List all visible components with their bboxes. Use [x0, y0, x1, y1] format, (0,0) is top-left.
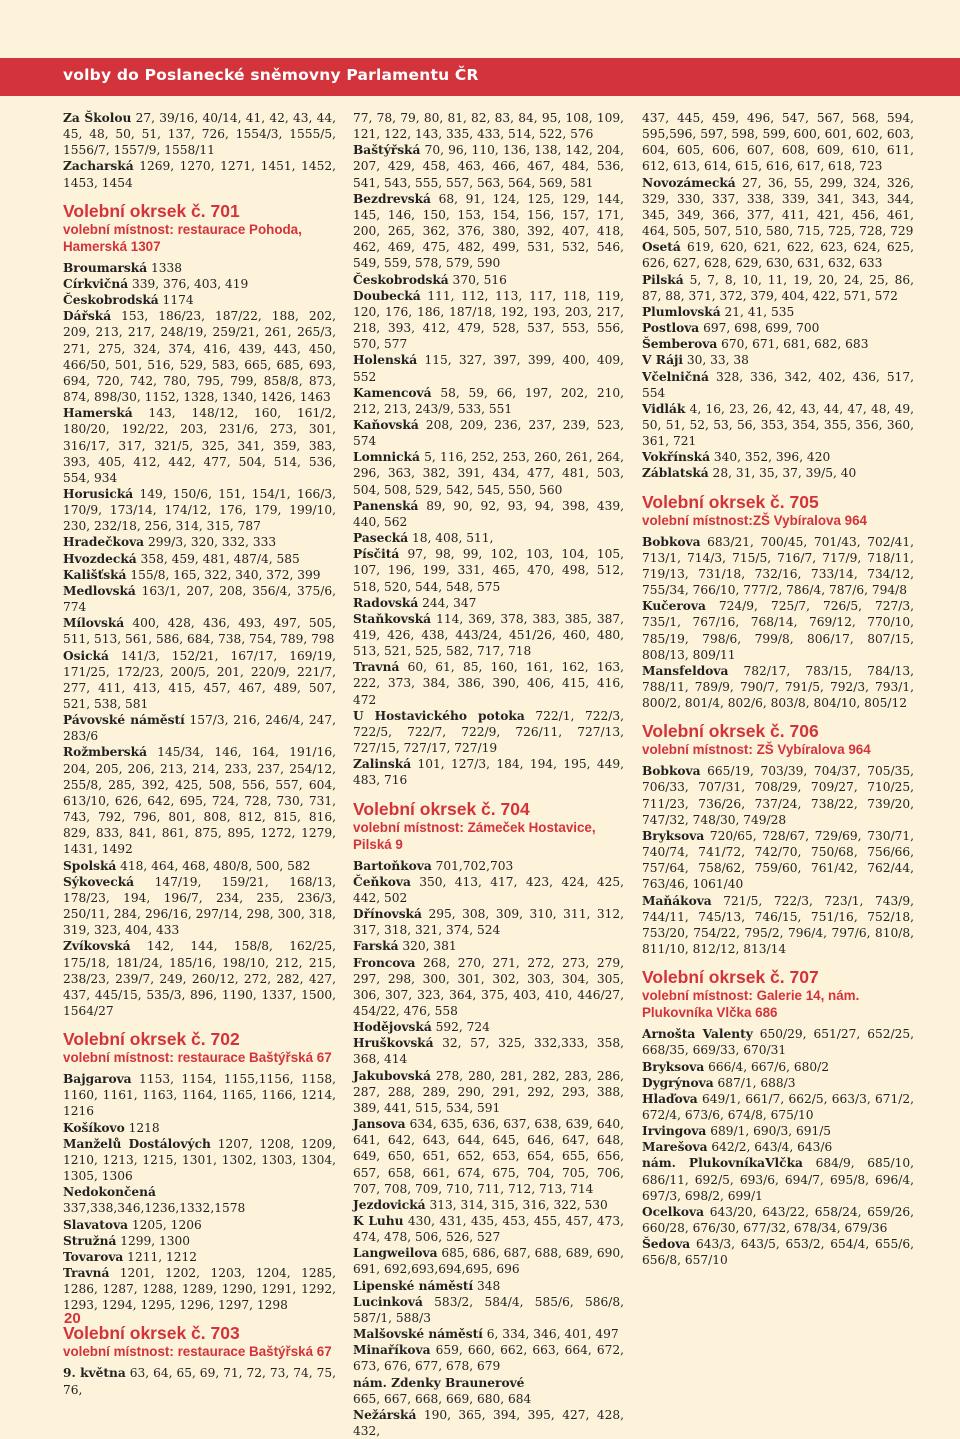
street-name: Vokřínská [642, 450, 711, 465]
house-numbers: 155/8, 165, 322, 340, 372, 399 [126, 567, 321, 582]
street-entry [642, 1059, 914, 1075]
house-numbers: 142, 144, 158/8, 162/25, 175/18, 181/24, 185/16, 198/10, 212, 215, 238/23, 239/7, 249, 260/12, 272, 282, 427, 437, 445/15, 535/3, 896, 1190, 1337, 1500, 1564/27 [63, 939, 336, 1018]
house-numbers: 97, 98, 99, 102, 103, 104, 105, 107, 196, 199, 331, 465, 470, 498, 512, 518, 520, 544, 548, 575 [353, 547, 624, 594]
street-name: Broumarská [63, 260, 148, 275]
house-numbers: 649/1, 661/7, 662/5, 663/3, 671/2, 672/4, 673/6, 674/8, 675/10 [642, 1091, 914, 1122]
street-entry [642, 1123, 914, 1139]
page-number: 20 [64, 1310, 81, 1327]
street-name: Zvíkovská [63, 939, 131, 954]
street-entry [63, 110, 336, 158]
street-entry [353, 352, 624, 384]
text-column-1 [63, 110, 336, 1398]
district-title: Volební okrsek č. 705 [642, 491, 819, 512]
street-name: Stružná [63, 1233, 117, 1248]
polling-venue: volební místnost: Galerie 14, nám. Plukovníka Vlčka 686 [642, 988, 860, 1021]
street-name: Jansova [353, 1117, 406, 1132]
text-column-3 [642, 110, 914, 1269]
street-entry [642, 1075, 914, 1091]
street-name: Holenská [353, 353, 418, 368]
street-entry [353, 595, 624, 611]
street-name: Včelničná [642, 369, 709, 384]
street-name: Horusická [63, 486, 134, 501]
street-name: Langweilova [353, 1246, 438, 1261]
district-title: Volební okrsek č. 706 [642, 721, 819, 742]
street-entry [642, 336, 914, 352]
street-entry [63, 615, 336, 647]
street-entry [353, 1326, 624, 1342]
street-entry [642, 239, 914, 271]
street-name: K Luhu [353, 1214, 404, 1228]
street-entry [63, 858, 336, 874]
street-name: Hodějovská [353, 1020, 432, 1035]
street-entry [63, 1265, 336, 1313]
street-entry [642, 828, 914, 893]
street-entry [642, 272, 914, 304]
street-name: Kamencová [353, 385, 432, 400]
house-numbers: 634, 635, 636, 637, 638, 639, 640, 641, 642, 643, 644, 645, 646, 647, 648, 649, 650, 651, 652, 653, 654, 655, 656, 657, 658, 661, 674, 675, 704, 705, 706, 707, 708, 709, 710, 711, 712, 713, 714 [353, 1117, 624, 1196]
house-numbers: 430, 431, 435, 453, 455, 457, 473, 474, 478, 506, 526, 527 [353, 1214, 624, 1245]
street-name: nám. PlukovníkaVlčka [642, 1156, 803, 1171]
house-numbers: 1174 [158, 293, 194, 308]
street-name: Plumlovská [642, 304, 721, 319]
polling-venue: volební místnost: restaurace Baštýřská 67 [63, 1344, 332, 1360]
street-name: U Hostavického potoka [353, 708, 525, 723]
street-entry [353, 756, 624, 788]
house-numbers: 650/29, 651/27, 652/25, 668/35, 669/33, 670/31 [642, 1027, 914, 1058]
street-name: Čeňkova [353, 874, 411, 889]
house-numbers: 1338 [147, 260, 183, 275]
street-name: Pilská [642, 272, 684, 287]
street-entry [63, 712, 336, 744]
street-name: Vidlák [642, 401, 686, 416]
street-name: Zacharská [63, 159, 134, 174]
street-entry [353, 858, 624, 874]
house-numbers: 157/3, 216, 246/4, 247, 283/6 [63, 713, 336, 744]
street-name: Českobrodská [63, 293, 159, 308]
street-entry [353, 272, 624, 288]
street-name: Církvičná [63, 276, 129, 291]
house-numbers: 659, 660, 662, 663, 664, 672, 673, 676, 677, 678, 679 [353, 1343, 624, 1374]
street-entry [63, 276, 336, 292]
house-numbers: 721/5, 722/3, 723/1, 743/9, 744/11, 745/13, 746/15, 751/16, 752/18, 753/20, 754/22, 795/2, 796/4, 797/6, 810/8, 811/10, 812/12, 813/14 [642, 893, 914, 957]
house-numbers: 337,338,346,1236,1332,1578 [63, 1201, 246, 1216]
house-numbers: 89, 90, 92, 93, 94, 398, 439, 440, 562 [353, 498, 624, 529]
street-entry [353, 498, 624, 530]
street-entry [63, 1136, 336, 1184]
house-numbers: 141/3, 152/21, 167/17, 169/19, 171/25, 172/23, 200/5, 201, 220/9, 221/7, 277, 411, 413, 415, 457, 467, 489, 507, 521, 538, 581 [63, 648, 336, 711]
street-entry [642, 401, 914, 449]
street-name: Hlaďova [642, 1091, 698, 1106]
street-entry [63, 308, 336, 405]
street-name: Ocelkova [642, 1204, 704, 1219]
house-numbers: 244, 347 [418, 595, 477, 610]
house-numbers: 115, 327, 397, 399, 400, 409, 552 [353, 353, 624, 384]
street-name: Osetá [642, 240, 681, 255]
street-name: Osická [63, 648, 109, 663]
house-numbers: 32, 57, 325, 332,333, 358, 368, 414 [353, 1036, 624, 1067]
street-name: Farská [353, 939, 399, 954]
house-numbers: 1211, 1212 [123, 1249, 197, 1264]
house-numbers: 149, 150/6, 151, 154/1, 166/3, 170/9, 173/14, 174/12, 176, 179, 199/10, 230, 232/18, 256, 314, 315, 787 [63, 486, 336, 534]
house-numbers: 278, 280, 281, 282, 283, 286, 287, 288, 289, 290, 291, 292, 293, 388, 389, 441, 515, 534, 591 [353, 1068, 624, 1115]
street-entry [353, 385, 624, 417]
house-numbers: 147/19, 159/21, 168/13, 178/23, 194, 196/7, 234, 235, 236/3, 250/11, 284, 296/16, 297/14, 298, 300, 318, 319, 323, 404, 433 [63, 874, 336, 938]
street-name: Košíkovo [63, 1120, 125, 1135]
house-numbers: 313, 314, 315, 316, 322, 530 [425, 1197, 608, 1212]
street-entry [353, 142, 624, 190]
street-name: Staňkovská [353, 611, 432, 626]
street-name: Bryksova [642, 828, 705, 843]
street-name: Marešova [642, 1140, 708, 1155]
polling-venue: volební místnost: restaurace Baštýřská 67 [63, 1050, 332, 1066]
house-numbers: 720/65, 728/67, 729/69, 730/71, 740/74, 741/72, 742/70, 750/68, 756/66, 757/64, 758/62, 759/60, 761/42, 762/44, 763/46, 1061/40 [642, 828, 914, 892]
house-numbers: 684/9, 685/10, 686/11, 692/5, 693/6, 694/7, 695/8, 696/4, 697/3, 698/2, 699/1 [642, 1156, 914, 1203]
street-entry [642, 1026, 914, 1058]
house-numbers: 1218 [124, 1120, 160, 1135]
street-name: Manželů Dostálových [63, 1136, 211, 1151]
street-entry [642, 893, 914, 958]
house-numbers: 5, 116, 252, 253, 260, 261, 264, 296, 363, 382, 391, 434, 477, 481, 503, 504, 508, 529, 542, 545, 550, 560 [353, 450, 624, 497]
house-numbers: 208, 209, 236, 237, 239, 523, 574 [353, 417, 624, 449]
house-numbers: 268, 270, 271, 272, 273, 279, 297, 298, 300, 301, 302, 303, 304, 305, 306, 307, 323, 364, 375, 403, 410, 446/27, 454/22, 476, 558 [353, 955, 624, 1018]
street-entry [353, 1116, 624, 1197]
house-numbers: 18, 408, 511, [408, 531, 494, 546]
house-numbers: 1201, 1202, 1203, 1204, 1285, 1286, 1287, 1288, 1289, 1290, 1291, 1292, 1293, 1294, 1295, 1296, 1297, 1298 [63, 1266, 336, 1313]
house-numbers: 687/1, 688/3 [713, 1075, 796, 1090]
street-name: Bezdrevská [353, 191, 431, 206]
street-name: Pávovské náměstí [63, 713, 185, 728]
district-title: Volební okrsek č. 702 [63, 1029, 240, 1050]
street-entry [642, 534, 914, 599]
street-entry [353, 1342, 624, 1374]
house-numbers: 145/34, 146, 164, 191/16, 204, 205, 206, 213, 214, 233, 237, 254/12, 255/8, 285, 392, 425, 508, 556, 557, 604, 613/10, 626, 642, 695, 724, 728, 730, 731, 743, 792, 796, 801, 808, 812, 815, 816, 829, 833, 841, 861, 875, 895, 1272, 1279, 1431, 1492 [63, 745, 336, 857]
street-entry [642, 449, 914, 465]
house-numbers: 670, 671, 681, 682, 683 [717, 337, 869, 352]
street-entry [63, 486, 336, 534]
house-numbers: 77, 78, 79, 80, 81, 82, 83, 84, 95, 108, 109, 121, 122, 143, 335, 433, 514, 522, 576 [353, 111, 624, 142]
street-entry [353, 546, 624, 594]
street-entry [353, 659, 624, 707]
house-numbers: 5, 7, 8, 10, 11, 19, 20, 24, 25, 86, 87, 88, 371, 372, 379, 404, 422, 571, 572 [642, 272, 914, 303]
house-numbers: 722/1, 722/3, 722/5, 722/7, 722/9, 726/11, 727/13, 727/15, 727/17, 727/19 [353, 708, 624, 756]
street-name: Českobrodská [353, 272, 449, 287]
house-numbers: 1205, 1206 [128, 1217, 202, 1232]
street-entry [63, 583, 336, 615]
street-entry [63, 534, 336, 550]
street-name: Šemberova [642, 337, 718, 352]
house-numbers: 6, 334, 346, 401, 497 [482, 1327, 619, 1342]
street-entry [353, 530, 624, 546]
street-name: Travná [353, 660, 400, 675]
street-entry [63, 1249, 336, 1265]
street-name: Záblatská [642, 466, 709, 481]
house-numbers: 643/20, 643/22, 658/24, 659/26, 660/28, 676/30, 677/32, 678/34, 679/36 [642, 1204, 914, 1236]
street-name: Písčitá [353, 547, 400, 562]
house-numbers: 320, 381 [398, 939, 457, 954]
street-name: Travná [63, 1266, 110, 1280]
street-name: nám. Zdenky Braunerové [353, 1375, 525, 1390]
street-entry [353, 1019, 624, 1035]
street-name: Irvingova [642, 1124, 707, 1139]
house-numbers: 299/3, 320, 332, 333 [144, 535, 277, 550]
street-entry [353, 1068, 624, 1116]
street-entry [63, 292, 336, 308]
street-entry [353, 938, 624, 954]
street-entry [353, 906, 624, 938]
house-numbers: 328, 336, 342, 402, 436, 517, 554 [642, 369, 914, 400]
street-name: Šedova [642, 1237, 691, 1252]
street-entry [63, 1184, 336, 1216]
house-numbers: 70, 96, 110, 136, 138, 142, 204, 207, 429, 458, 463, 466, 467, 484, 536, 541, 543, 555, 557, 563, 564, 569, 581 [353, 143, 624, 190]
street-entry [353, 191, 624, 272]
street-name: Mansfeldova [642, 663, 729, 678]
street-name: Mílovská [63, 616, 125, 631]
street-name: Tovarova [63, 1249, 124, 1264]
street-entry [642, 369, 914, 401]
street-name: Dygrýnova [642, 1075, 714, 1090]
house-numbers: 68, 91, 124, 125, 129, 144, 145, 146, 150, 153, 154, 156, 157, 171, 200, 265, 362, 376, 380, 392, 407, 418, 462, 469, 475, 482, 499, 531, 532, 546, 549, 559, 578, 579, 590 [353, 191, 624, 271]
street-entry [353, 1245, 624, 1277]
text-column-2 [353, 110, 624, 1439]
house-numbers: 143, 148/12, 160, 161/2, 180/20, 192/22, 203, 231/6, 273, 301, 316/17, 317, 321/5, 325, 341, 359, 383, 393, 405, 412, 442, 477, 504, 514, 536, 554, 934 [63, 406, 336, 485]
street-name: Hvozdecká [63, 551, 137, 566]
street-entry [642, 304, 914, 320]
street-entry [642, 663, 914, 711]
street-entry [353, 110, 624, 142]
street-entry [642, 320, 914, 336]
polling-venue: volební místnost:ZŠ Vybíralova 964 [642, 512, 867, 528]
house-numbers: 358, 459, 481, 487/4, 585 [136, 551, 300, 566]
house-numbers: 666/4, 667/6, 680/2 [704, 1059, 829, 1074]
house-numbers: 27, 36, 55, 299, 324, 326, 329, 330, 337, 338, 339, 341, 343, 344, 345, 349, 366, 377, 411, 421, 456, 461, 464, 505, 507, 510, 580, 715, 725, 728, 729 [642, 175, 914, 239]
house-numbers: 1299, 1300 [116, 1233, 191, 1248]
house-numbers: 619, 620, 621, 622, 623, 624, 625, 626, 627, 628, 629, 630, 631, 632, 633 [642, 240, 914, 271]
street-entry [642, 1155, 914, 1203]
street-name: Hradečkova [63, 535, 145, 550]
street-entry [63, 938, 336, 1019]
street-entry [63, 1217, 336, 1233]
street-entry [63, 567, 336, 583]
street-name: Rožmberská [63, 745, 147, 760]
house-numbers: 701,702,703 [431, 858, 514, 873]
street-name: Bajgarova [63, 1072, 132, 1087]
street-name: 9. května [63, 1366, 126, 1381]
district-title: Volební okrsek č. 703 [63, 1323, 240, 1344]
house-numbers: 163/1, 207, 208, 356/4, 375/6, 774 [63, 583, 336, 615]
street-name: Froncova [353, 955, 416, 970]
house-numbers: 28, 31, 35, 37, 39/5, 40 [708, 466, 857, 481]
polling-venue: volební místnost: Zámeček Hostavice, Pilská 9 [353, 819, 596, 852]
street-name: Bobkova [642, 534, 701, 549]
house-numbers: 114, 369, 378, 383, 385, 387, 419, 426, 438, 443/24, 451/26, 460, 480, 513, 521, 525, 582, 717, 718 [353, 611, 624, 659]
street-entry [642, 763, 914, 828]
street-name: Radovská [353, 595, 419, 610]
street-entry [353, 1407, 624, 1439]
street-name: Minaříkova [353, 1343, 431, 1358]
house-numbers: 339, 376, 403, 419 [128, 276, 249, 291]
street-name: Bartoňkova [353, 858, 432, 873]
house-numbers: 101, 127/3, 184, 194, 195, 449, 483, 716 [353, 757, 624, 788]
street-entry [63, 260, 336, 276]
house-numbers: 437, 445, 459, 496, 547, 567, 568, 594, 595,596, 597, 598, 599, 600, 601, 602, 603, 604, 605, 606, 607, 608, 609, 610, 611, 612, 613, 614, 615, 616, 617, 618, 723 [642, 111, 914, 174]
house-numbers: 58, 59, 66, 197, 202, 210, 212, 213, 243/9, 533, 551 [353, 385, 624, 416]
street-entry [642, 465, 914, 481]
street-name: Jakubovská [353, 1068, 431, 1083]
house-numbers: 27, 39/16, 40/14, 41, 42, 43, 44, 45, 48, 50, 51, 137, 726, 1554/3, 1555/5, 1556/7, 1557/9, 1558/11 [63, 111, 336, 158]
polling-venue: volební místnost: ZŠ Vybíralova 964 [642, 742, 871, 758]
house-numbers: 665/19, 703/39, 704/37, 705/35, 706/33, 707/31, 708/29, 709/27, 710/25, 711/23, 736/26, 737/24, 738/22, 739/20, 747/32, 748/30, 749/28 [642, 764, 914, 827]
house-numbers: 21, 41, 535 [720, 304, 795, 319]
street-name: Lucinková [353, 1294, 423, 1309]
street-name: Hruškovská [353, 1036, 434, 1051]
street-name: Arnošta Valenty [642, 1027, 753, 1042]
street-entry [353, 288, 624, 353]
street-entry [63, 744, 336, 857]
house-numbers: 683/21, 700/45, 701/43, 702/41, 713/1, 714/3, 715/5, 716/7, 717/9, 718/11, 719/13, 731/18, 732/16, 733/14, 734/12, 755/34, 766/10, 777/2, 786/4, 787/6, 794/8 [642, 534, 914, 598]
street-name: Postlova [642, 321, 700, 336]
street-entry [642, 352, 914, 368]
street-entry [642, 1236, 914, 1268]
street-entry [63, 1233, 336, 1249]
house-numbers: 348 [473, 1278, 501, 1293]
street-name: Nedokončená [63, 1185, 156, 1200]
house-numbers: 643/3, 643/5, 653/2, 654/4, 655/6, 656/8, 657/10 [642, 1237, 914, 1268]
street-entry [353, 1197, 624, 1213]
street-entry [353, 1213, 624, 1245]
street-name: Kališťská [63, 567, 127, 582]
street-entry [353, 874, 624, 906]
street-name: Maňákova [642, 893, 712, 908]
house-numbers: 1153, 1154, 1155,1156, 1158, 1160, 1161, 1163, 1164, 1165, 1166, 1214, 1216 [63, 1072, 336, 1119]
street-entry [63, 551, 336, 567]
house-numbers: 724/9, 725/7, 726/5, 727/3, 735/1, 767/16, 768/14, 769/12, 770/10, 785/19, 798/6, 799/8, 806/17, 807/15, 808/13, 809/11 [642, 599, 914, 662]
street-name: Bobkova [642, 764, 701, 779]
house-numbers: 153, 186/23, 187/22, 188, 202, 209, 213, 217, 248/19, 259/21, 261, 265/3, 271, 275, 324, 374, 416, 439, 443, 450, 466/50, 501, 516, 529, 583, 665, 685, 693, 694, 720, 742, 780, 795, 799, 858/8, 873, 874, 898/30, 1152, 1328, 1340, 1426, 1463 [63, 309, 336, 405]
street-entry [63, 1120, 336, 1136]
house-numbers: 642/2, 643/4, 643/6 [707, 1140, 833, 1155]
street-name: Sýkovecká [63, 874, 135, 889]
street-entry [63, 405, 336, 486]
street-entry [353, 417, 624, 449]
house-numbers: 111, 112, 113, 117, 118, 119, 120, 176, 186, 187/18, 192, 193, 203, 217, 218, 393, 412, 479, 528, 537, 553, 556, 570, 577 [353, 288, 624, 352]
street-entry [63, 158, 336, 190]
house-numbers: 592, 724 [431, 1020, 490, 1035]
house-numbers: 1207, 1208, 1209, 1210, 1213, 1215, 1301, 1302, 1303, 1304, 1305, 1306 [63, 1136, 336, 1184]
street-entry [353, 611, 624, 659]
street-entry [353, 449, 624, 497]
house-numbers: 30, 33, 38 [683, 353, 749, 368]
street-name: Lipenské náměstí [353, 1278, 474, 1293]
house-numbers: 400, 428, 436, 493, 497, 505, 511, 513, 561, 586, 684, 738, 754, 789, 798 [63, 616, 336, 647]
street-name: Dářská [63, 309, 112, 324]
house-numbers: 190, 365, 394, 395, 427, 428, 432, [353, 1407, 624, 1439]
street-name: Panenská [353, 498, 419, 513]
street-name: Doubecká [353, 288, 421, 303]
street-entry [63, 1071, 336, 1119]
house-numbers: 4, 16, 23, 26, 42, 43, 44, 47, 48, 49, 50, 51, 52, 53, 56, 353, 354, 355, 356, 360, 361, 721 [642, 401, 914, 449]
street-entry [63, 1365, 336, 1397]
district-title: Volební okrsek č. 707 [642, 967, 819, 988]
house-numbers: 685, 686, 687, 688, 689, 690, 691, 692,693,694,695, 696 [353, 1246, 624, 1277]
street-entry [642, 110, 914, 175]
street-entry [353, 1375, 624, 1391]
house-numbers: 665, 667, 668, 669, 680, 684 [353, 1391, 532, 1406]
house-numbers: 418, 464, 468, 480/8, 500, 582 [116, 858, 311, 873]
street-name: Dřínovská [353, 907, 422, 922]
header-title: volby do Poslanecké sněmovny Parlamentu ČR [63, 66, 479, 84]
street-name: Jezdovická [353, 1197, 426, 1212]
house-numbers: 370, 516 [448, 272, 507, 287]
header-banner [0, 58, 960, 96]
street-name: Spolská [63, 858, 117, 873]
street-name: Zalinská [353, 757, 412, 772]
house-numbers: 350, 413, 417, 423, 424, 425, 442, 502 [353, 874, 624, 905]
street-name: Bryksova [642, 1059, 705, 1074]
street-entry [63, 648, 336, 713]
street-entry [642, 598, 914, 663]
street-entry [353, 955, 624, 1020]
house-numbers: 689/1, 690/3, 691/5 [706, 1124, 832, 1139]
street-name: Nežárská [353, 1407, 417, 1422]
house-numbers: 697, 698, 699, 700 [699, 321, 820, 336]
street-entry [63, 874, 336, 939]
street-entry [353, 708, 624, 756]
street-name: Kučerova [642, 599, 706, 614]
street-entry [353, 1391, 624, 1407]
street-name: Hamerská [63, 406, 133, 421]
street-name: V Ráji [642, 353, 684, 368]
house-numbers: 583/2, 584/4, 585/6, 586/8, 587/1, 588/3 [353, 1294, 624, 1325]
house-numbers: 340, 352, 396, 420 [710, 450, 831, 465]
house-numbers: 63, 64, 65, 69, 71, 72, 73, 74, 75, 76, [63, 1366, 336, 1397]
street-name: Pasecká [353, 531, 409, 546]
street-name: Novozámecká [642, 175, 736, 190]
street-entry [353, 1278, 624, 1294]
street-name: Slavatova [63, 1217, 129, 1232]
street-entry [642, 1139, 914, 1155]
house-numbers: 782/17, 783/15, 784/13, 788/11, 789/9, 790/7, 791/5, 792/3, 793/1, 800/2, 801/4, 802/6, 803/8, 804/10, 805/12 [642, 663, 914, 711]
street-entry [353, 1294, 624, 1326]
street-entry [353, 1035, 624, 1067]
street-name: Kaňovská [353, 417, 419, 432]
street-entry [642, 1091, 914, 1123]
street-entry [642, 175, 914, 240]
house-numbers: 60, 61, 85, 160, 161, 162, 163, 222, 373, 384, 386, 390, 406, 415, 416, 472 [353, 660, 624, 707]
street-name: Lomnická [353, 450, 420, 465]
house-numbers: 295, 308, 309, 310, 311, 312, 317, 318, 321, 374, 524 [353, 907, 624, 938]
street-name: Malšovské náměstí [353, 1327, 483, 1342]
polling-venue: volební místnost: restaurace Pohoda, Hamerská 1307 [63, 221, 302, 254]
house-numbers: 1269, 1270, 1271, 1451, 1452, 1453, 1454 [63, 159, 336, 190]
district-title: Volební okrsek č. 704 [353, 798, 530, 819]
street-name: Za Školou [63, 111, 132, 125]
street-entry [642, 1204, 914, 1236]
district-title: Volební okrsek č. 701 [63, 200, 240, 221]
street-name: Baštýřská [353, 143, 421, 158]
street-name: Medlovská [63, 583, 136, 598]
